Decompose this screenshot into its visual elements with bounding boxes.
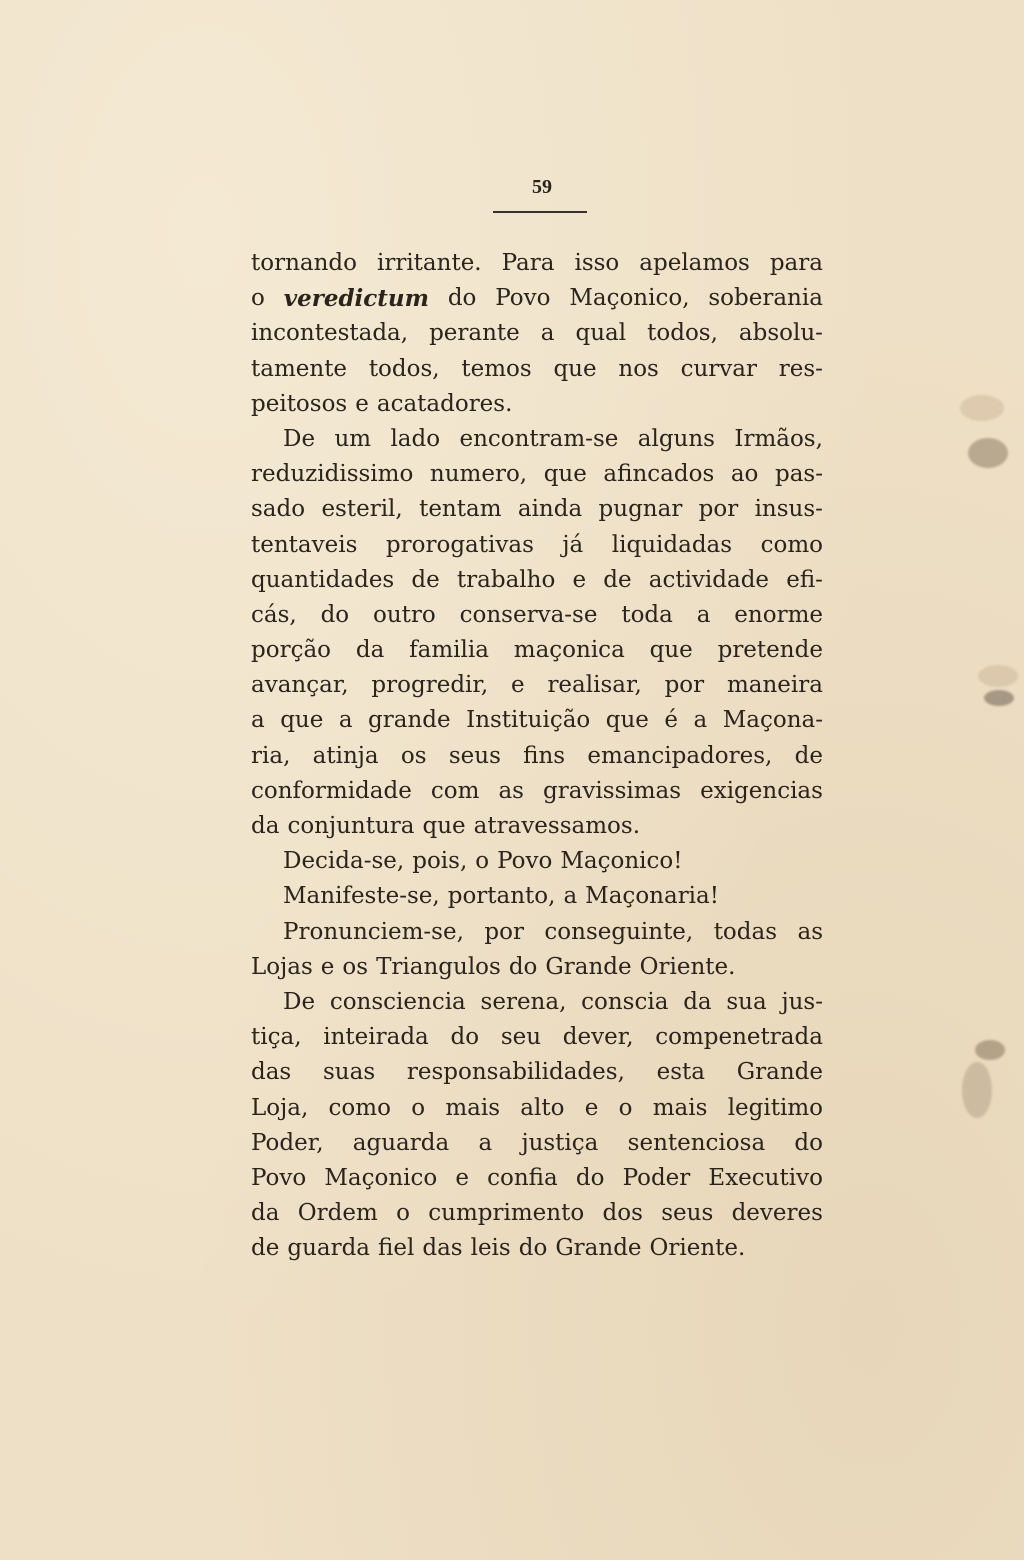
text-line: De consciencia serena, conscia da sua jus- <box>283 988 823 1015</box>
paper-stain <box>960 395 1004 421</box>
text-line: peitosos e acatadores. <box>251 390 513 417</box>
paper-stain <box>962 1062 992 1118</box>
text-line: conformidade com as gravissimas exigencias <box>251 777 823 804</box>
text-line: de guarda fiel das leis do Grande Oriente. <box>251 1235 746 1262</box>
page-number-rule <box>493 211 587 213</box>
page-number: 59 <box>532 176 552 198</box>
paper-stain <box>975 1040 1005 1060</box>
paper-stain <box>984 690 1014 706</box>
text-line: sado esteril, tentam ainda pugnar por insus- <box>251 496 823 523</box>
text-line: das suas responsabilidades, esta Grande <box>251 1059 823 1086</box>
text-line: cás, do outro conserva-se toda a enorme <box>251 601 823 628</box>
text-line: incontestada, perante a qual todos, absolu- <box>251 320 823 347</box>
text-line: Poder, aguarda a justiça sentenciosa do <box>251 1129 823 1156</box>
text-line: De um lado encontram-se alguns Irmãos, <box>283 425 823 452</box>
paper-stain <box>968 438 1008 468</box>
text-line: porção da familia maçonica que pretende <box>251 637 823 664</box>
text-line: Manifeste-se, portanto, a Maçonaria! <box>283 883 719 910</box>
text-line: tornando irritante. Para isso apelamos para <box>251 250 823 276</box>
body-text <box>251 246 823 1266</box>
text-line: avançar, progredir, e realisar, por maneira <box>251 672 823 699</box>
text-line: a que a grande Instituição que é a Maçona- <box>251 707 823 734</box>
text-line: tiça, inteirada do seu dever, compenetrada <box>251 1024 823 1051</box>
paper-stain <box>978 665 1018 687</box>
text-line: da conjuntura que atravessamos. <box>251 813 641 839</box>
text-line: ria, atinja os seus fins emancipadores, de <box>251 742 823 769</box>
text-line: o veredictum do Povo Maçonico, soberania <box>251 285 823 313</box>
text-line: Lojas e os Triangulos do Grande Oriente. <box>251 953 736 980</box>
text-line: Povo Maçonico e confia do Poder Executivo <box>251 1164 823 1191</box>
text-line: tamente todos, temos que nos curvar res- <box>251 355 823 382</box>
text-line: Pronunciem-se, por conseguinte, todas as <box>283 918 823 945</box>
text-line: Decida-se, pois, o Povo Maçonico! <box>283 848 683 875</box>
text-line: tentaveis prorogativas já liquidadas como <box>251 531 823 558</box>
text-line: reduzidissimo numero, que afincados ao pas- <box>251 461 823 488</box>
text-line: da Ordem o cumprimento dos seus deveres <box>251 1200 823 1227</box>
text-line: Loja, como o mais alto e o mais legitimo <box>251 1094 823 1121</box>
text-line: quantidades de trabalho e de actividade efi- <box>251 566 823 593</box>
